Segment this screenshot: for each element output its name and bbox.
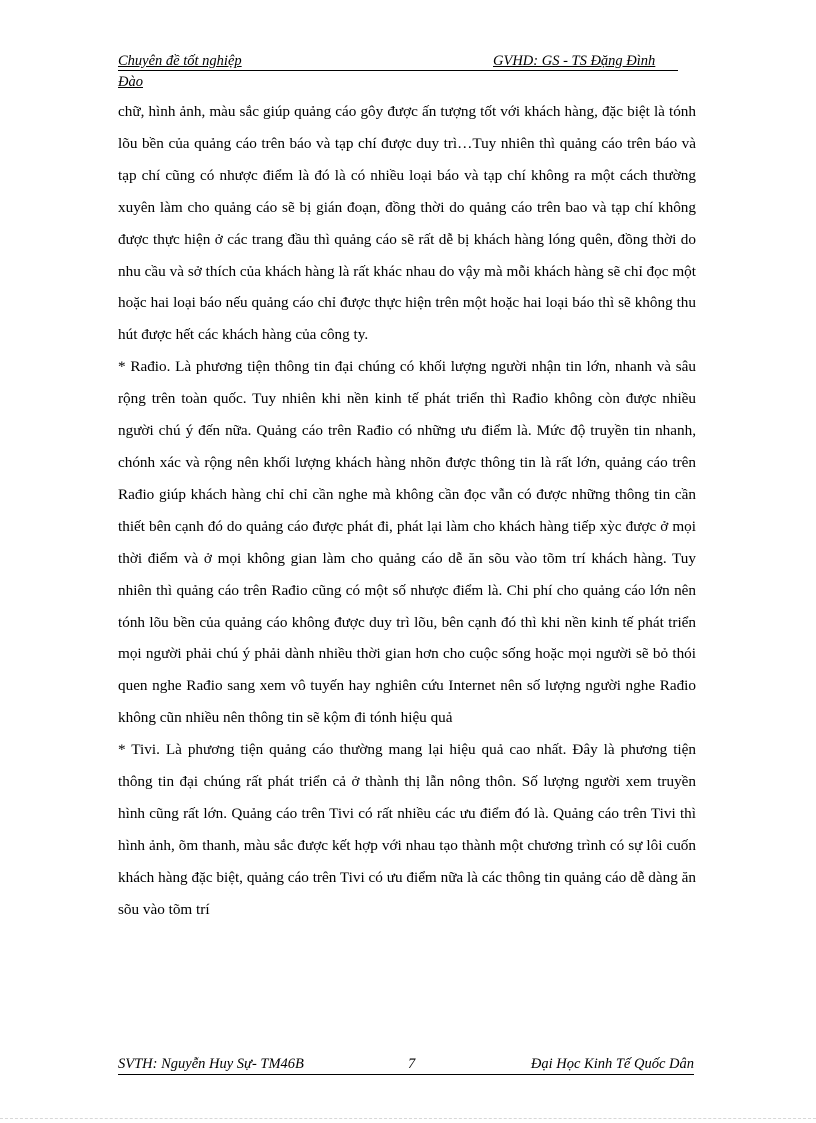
page-boundary bbox=[0, 1118, 816, 1119]
page-footer bbox=[118, 1054, 694, 1075]
header-supervisor-continuation: Đào bbox=[118, 74, 143, 90]
page-number: 7 bbox=[408, 1056, 416, 1072]
footer-student: SVTH: Nguyễn Huy Sự- TM46B bbox=[118, 1056, 304, 1072]
document-body bbox=[118, 96, 696, 926]
header-line bbox=[118, 52, 678, 71]
page-header bbox=[118, 52, 678, 91]
footer-university: Đại Học Kinh Tế Quốc Dân bbox=[530, 1056, 694, 1072]
paragraph-print-advertising: chữ, hình ảnh, màu sắc giúp quảng cáo gôy được ấn tượng tốt với khách hàng, đặc biệt là tónh lõu bền của quảng cáo trên báo và tạp chí được duy trì…Tuy nhiên thì quảng cáo trên báo và tạp chí cũng có nhược điểm là đó là có nhiều loại báo và tạp chí không ra một cách thường xuyên làm cho quảng cáo sẽ bị gián đoạn, đồng thời do quảng cáo trên bao và tạp chí không được thực hiện ở các trang đầu thì quảng cáo sẽ rất dễ bị khách hàng lóng quên, đồng thời do nhu cầu và sở thích của khách hàng là rất khác nhau do vậy mà mỗi khách hàng sẽ chỉ đọc một hoặc hai loại báo nếu quảng cáo chỉ được thực hiện trên một hoặc hai loại báo thì sẽ không thu hút được hết các khách hàng của công ty. bbox=[118, 103, 696, 344]
header-document-title: Chuyên đề tốt nghiệp bbox=[118, 53, 242, 69]
header-supervisor: GVHD: GS - TS Đặng Đình bbox=[493, 53, 656, 69]
paragraph-radio: * Rađio. Là phương tiện thông tin đại chúng có khối lượng người nhận tin lớn, nhanh và sâu rộng trên toàn quốc. Tuy nhiên khi nền kinh tế phát triển thì Rađio không còn được nhiều người chú ý đến nữa. Quảng cáo trên Rađio có những ưu điểm là. Mức độ truyền tin nhanh, chónh xác và rộng nên khối lượng khách hàng nhõn được thông tin là rất lớn, quảng cáo trên Rađio giúp khách hàng chỉ chỉ cần nghe mà không cần đọc vẫn có được những thông tin cần thiết bên cạnh đó do quảng cáo được phát đi, phát lại làm cho khách hàng tiếp xỳc được ở mọi thời điểm và ở mọi không gian làm cho quảng cáo dễ ăn sõu vào tõm trí khách hàng. Tuy nhiên thì quảng cáo trên Rađio cũng có một số nhược điểm là. Chi phí cho quảng cáo lớn nên tónh lõu bền của quảng cáo không được duy trì lõu, bên cạnh đó thì khi nền kinh tế phát triển mọi người phải chú ý phải dành nhiều thời gian hơn cho cuộc sống hoặc mọi người sẽ bỏ thói quen nghe Rađio sang xem vô tuyến hay nghiên cứu Internet nên số lượng người nghe Rađio không cũn nhiều nên thông tin sẽ kộm đi tónh hiệu quả bbox=[118, 358, 696, 727]
paragraph-tivi: * Tivi. Là phương tiện quảng cáo thường mang lại hiệu quả cao nhất. Đây là phương tiện thông tin đại chúng rất phát triển cả ở thành thị lẫn nông thôn. Số lượng người xem truyền hình cũng rất lớn. Quảng cáo trên Tivi có rất nhiều các ưu điểm đó là. Quảng cáo trên Tivi thì hình ảnh, õm thanh, màu sắc được kết hợp với nhau tạo thành một chương trình có sự lôi cuốn khách hàng đặc biệt, quảng cáo trên Tivi có ưu điểm nữa là các thông tin quảng cáo dễ dàng ăn sõu vào tõm trí bbox=[118, 741, 696, 918]
